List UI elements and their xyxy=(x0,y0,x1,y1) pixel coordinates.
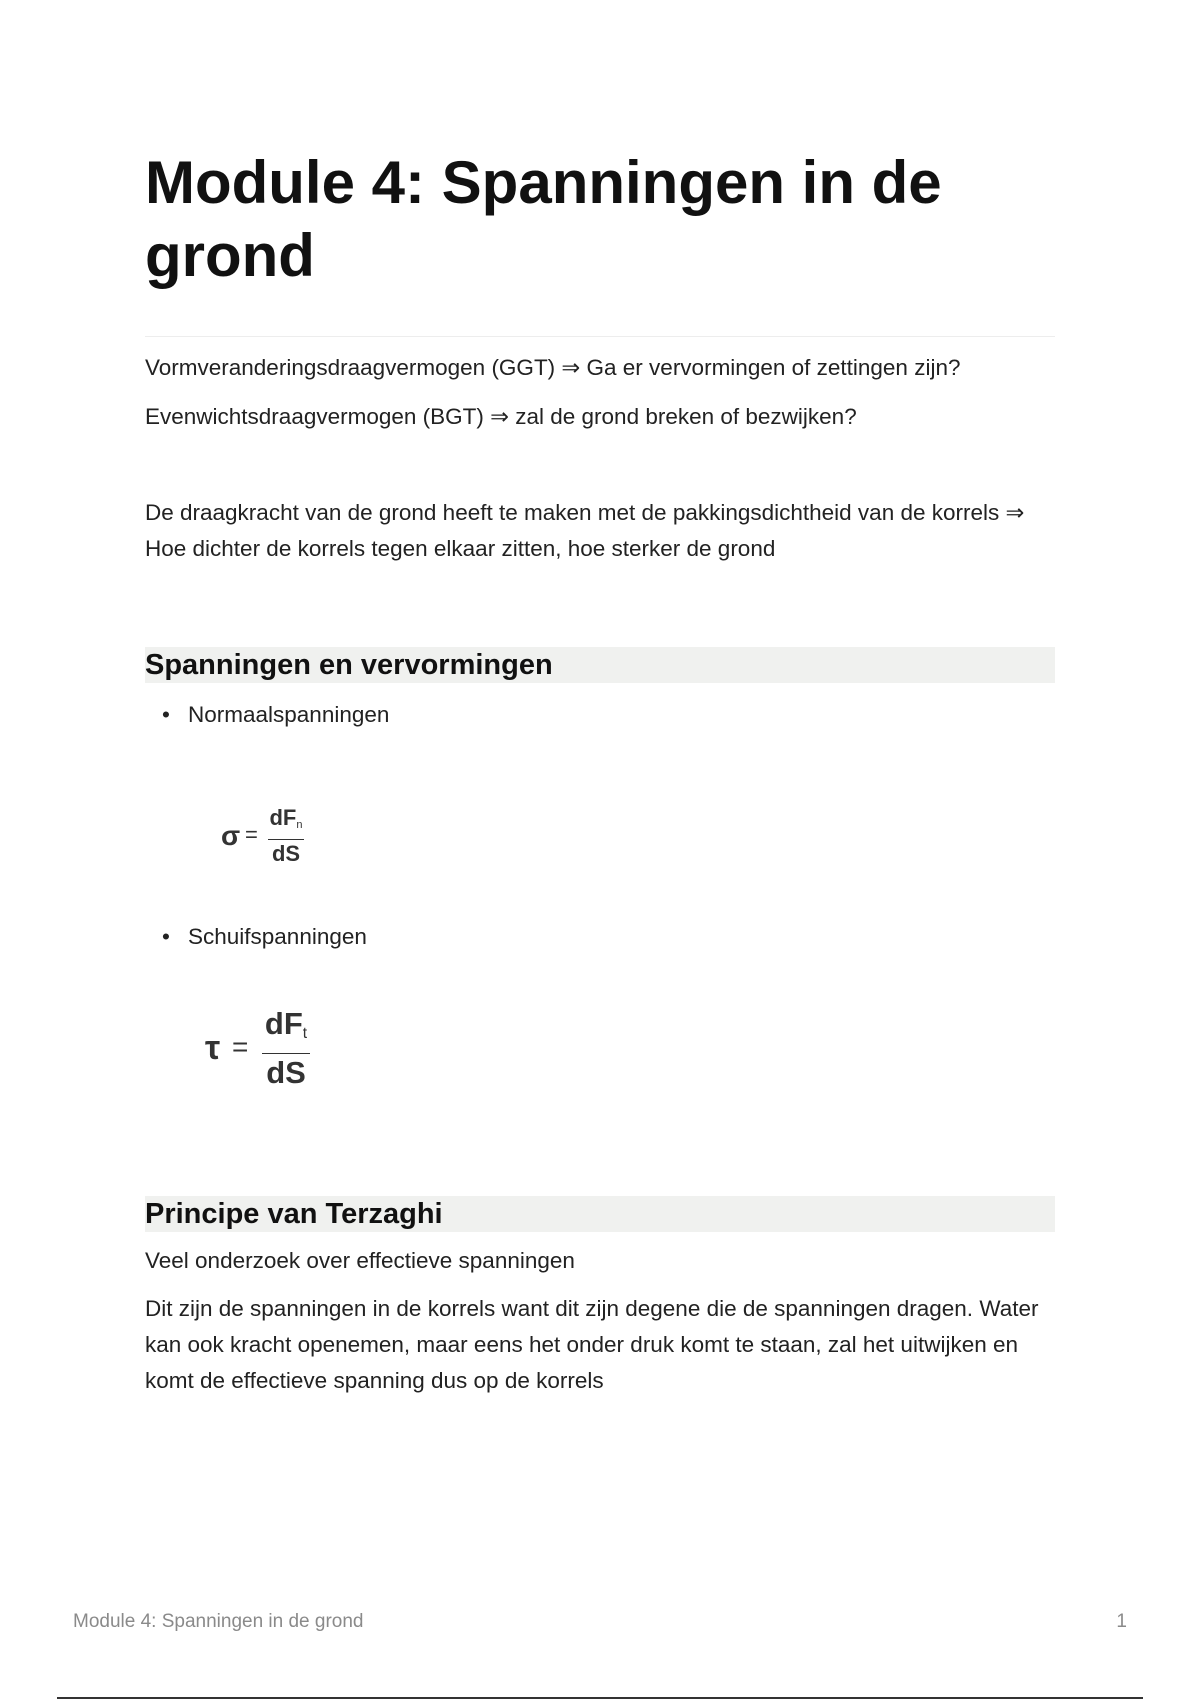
footer-title: Module 4: Spanningen in de grond xyxy=(73,1611,364,1632)
bullet-dot: • xyxy=(162,702,170,727)
list-item-label: Schuifspanningen xyxy=(188,924,367,949)
footer-divider xyxy=(57,1697,1143,1699)
page-number: 1 xyxy=(1116,1611,1127,1632)
formula-normal-stress xyxy=(221,800,321,872)
title-divider xyxy=(145,336,1055,337)
fraction xyxy=(268,804,304,867)
equals-sign: = xyxy=(232,1031,249,1062)
bullet-dot: • xyxy=(162,924,170,949)
terzaghi-paragraph: Dit zijn de spanningen in de korrels want dit zijn degene die de spanningen dragen. Water kan ook kracht openemen, maar eens het onder druk komt te staan, zal het uitwijken en komt de effectieve spanning dus op de korrels xyxy=(145,1296,1039,1393)
intro-paragraph: De draagkracht van de grond heeft te maken met de pakkingsdichtheid van de korrels ⇒ Hoe dichter de korrels tegen elkaar zitten, hoe sterker de grond xyxy=(145,500,1025,561)
sigma-symbol: σ xyxy=(221,820,241,851)
intro-line-bgt: Evenwichtsdraagvermogen (BGT) ⇒ zal de grond breken of bezwijken? xyxy=(145,404,857,429)
fraction-denominator: dS xyxy=(266,1054,306,1090)
terzaghi-intro: Veel onderzoek over effectieve spanningen xyxy=(145,1248,575,1273)
page-title: Module 4: Spanningen in de grond xyxy=(145,149,942,289)
section-heading-terzaghi: Principe van Terzaghi xyxy=(145,1196,1055,1232)
equals-sign: = xyxy=(245,822,258,847)
fraction-numerator: $dF_n$ xyxy=(269,805,303,831)
fraction xyxy=(262,1005,310,1092)
list-item-label: Normaalspanningen xyxy=(188,702,390,727)
intro-line-ggt: Vormveranderingsdraagvermogen (GGT) ⇒ Ga er vervormingen of zettingen zijn? xyxy=(145,355,961,380)
section-heading-spanningen: Spanningen en vervormingen xyxy=(145,647,1055,683)
fraction-numerator: $dF_t$ xyxy=(264,1006,308,1042)
formula-shear-stress xyxy=(205,1005,325,1095)
tau-symbol: τ xyxy=(205,1029,221,1067)
fraction-denominator: dS xyxy=(271,840,301,866)
